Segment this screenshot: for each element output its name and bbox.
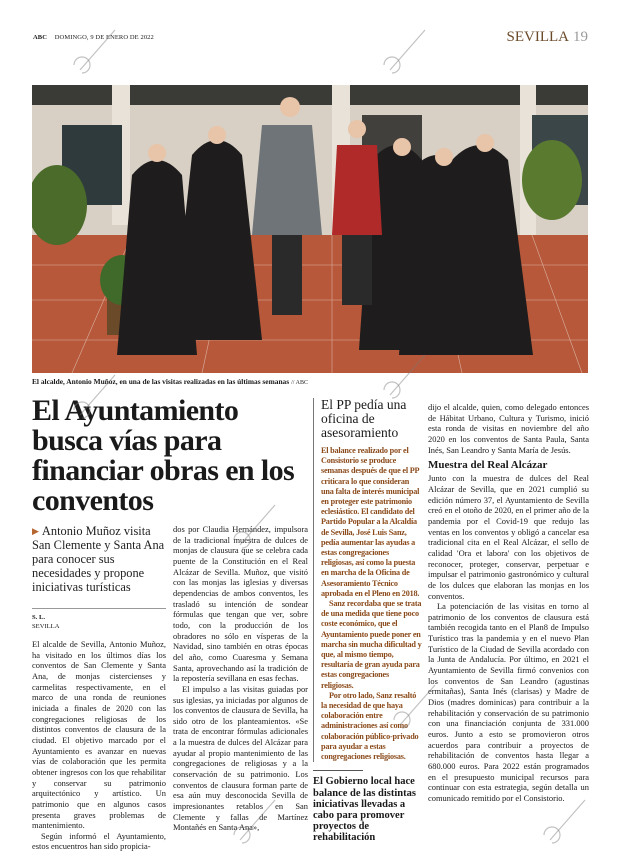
location: SEVILLA (32, 623, 60, 630)
paragraph: Según informó el Ayuntamiento, estos encuentros han sido propicia- (32, 830, 166, 852)
sidebar-area (313, 398, 423, 844)
summary-headline: El Gobierno local hace balance de las distintas iniciativas llevadas a cabo para promover proyectos de rehabilitación (313, 776, 416, 844)
main-article (32, 396, 308, 852)
photo-scene (32, 85, 588, 373)
headline: El Ayuntamiento busca vías para financiar obras en los conventos (32, 394, 295, 517)
section-subhead: Muestra del Real Alcázar (428, 459, 548, 472)
sidebar-paragraph: Sanz recordaba que se trata de una medida que tiene poco coste económico, que el Ayuntamiento puede poner en marcha sin mucha dificultad y que, al mismo tiempo, resultaría de gran ayuda para estas congregaciones religiosas. (321, 599, 422, 690)
paragraph: El impulso a las visitas guiadas por sus iglesias, ya iniciadas por algunos de los conventos de clausura de Sevilla, ha sido otro de los planteamientos. «Se trata de encontrar fórmulas adicionales a la muestra de dulces del Alcázar para ayudar al propio mantenimiento de las congregaciones de religiosas y a la conservación de su patrimonio. Los conventos de clausura forman parte de esa aún muy desconocida Sevilla de impresionantes retablos en San Clemente y fallas de Martínez Montañés en Santa Ana», (173, 683, 308, 833)
paragraph: La potenciación de las visitas en torno al patrimonio de los conventos de clausura está también recogida tanto en el Plan8 de Impulso Turístico tras la pandemia y en el nuevo Plan Turístico de la Ciudad de Sevilla acordado con la Junta de Andalucía. Por último, en 2021 el Ayuntamiento de Sevilla firmó convenios con los conventos de San Leandro (agustinas ermitañas), Santa Inés (clarisas) y Madre de Dios (madres dominicas) para contribuir a la rehabilitación y conservación de su patrimonio con una financiación conjunta de 331.000 euros. Junto a esto se promovieron otros acuerdos para contribuir a proyectos de rehabilitación de conventos hasta llegar a 680.000 euros. Para 2022 están programados en el presupuesto municipal recursos para continuar con esta estrategia, según detalla un comunicado remitido por el Consistorio. (428, 601, 589, 803)
page-header-right (507, 29, 589, 46)
author: S. L. (32, 614, 46, 621)
paragraph: dijo el alcalde, quien, como delegado entonces de Hábitat Urbano, Cultura y Turismo, inició esta ronda de visitas en noviembre del año 2020 en los conventos de Santa Paula, Santa Inés, San Leandro y Santa María de Jesús. (428, 402, 589, 455)
divider (32, 608, 166, 609)
subheadline-text: Antonio Muñoz visita San Clemente y Santa Ana para conocer sus necesidades y propone iniciativas turísticas (32, 524, 165, 594)
subheadline (32, 524, 166, 594)
article-photo (32, 85, 588, 373)
sidebar-paragraph: El balance realizado por el Consistorio se produce semanas después de que el PP criticara lo que consideran una falta de interés municipal en proteger este patrimonio eclesiástico. El candidato del Partido Popular a la Alcaldía de Sevilla, José Luis Sanz, pedía aumentar las ayudas a estas congregaciones religiosas, así como la puesta en marcha de la Oficina de Asesoramiento Técnico aprobada en el Pleno en 2018. (321, 446, 420, 598)
paragraph: Junto con la muestra de dulces del Real Alcázar de Sevilla, que en 2021 cumplió su edición número 37, el Ayuntamiento de Sevilla creó en el otoño de 2020, en el primer año de la pandemia por el Covid-19 que redujo las ventas en los conventos y obligó a cancelar esa tradicional cita en el Real Alcázar, el sello de calidad 'Ora et labora' con los objetivos de reconocer, proteger, conservar, perpetuar e impulsar el patrimonio gastronómico y cultural de los dulces que elaboran las monjas en los conventos. (428, 473, 589, 601)
sidebar-box (313, 398, 423, 762)
sidebar-title: El PP pedía una oficina de asesoramiento (321, 397, 407, 440)
paragraph: dos por Claudia Hernández, impulsora de la tradicional muestra de dulces de monjas de clausura que se celebra cada puente de la Constitución en el Real Alcázar de Sevilla. Muñoz, que visitó con las monjas las iglesias y diversas dependencias de ambos conventos, les trasladó su intención de sondear fórmulas que tengan que ver, sobre todo, con la producción de los obradores no sólo en vísperas de la Navidad, sino también en otras épocas del año, como Cuaresma y Semana Santa, aprovechando así la tradición de la repostería sevillana en esas fechas. (173, 524, 308, 684)
page-number: 19 (573, 29, 588, 45)
photo-caption (32, 377, 588, 386)
photo-credit: // ABC (291, 380, 308, 386)
divider (313, 770, 363, 771)
triangle-bullet-icon: ▶ (32, 526, 39, 536)
body-column-1 (32, 639, 166, 852)
body-column-2 (173, 524, 308, 833)
date: DOMINGO, 9 DE ENERO DE 2022 (54, 34, 154, 41)
brand: ABC (33, 34, 48, 41)
sidebar-paragraph: Por otro lado, Sanz resaltó la necesidad de que haya colaboración entre administraciones así como colaboración público-privado para ayudar a estas congregaciones religiosas. (321, 690, 419, 762)
section-name: SEVILLA (506, 29, 569, 45)
byline (32, 613, 166, 631)
caption-text: El alcalde, Antonio Muñoz, en una de las visitas realizadas en las últimas semanas (32, 377, 290, 386)
body-column-4 (428, 402, 589, 804)
paragraph: El alcalde de Sevilla, Antonio Muñoz, ha visitado en los últimos días los conventos de San Clemente y Santa Ana, de monjas cistercienses y carmelitas respectivamente, en el marco de una ronda de reuniones iniciada a finales de 2020 con las congregaciones religiosas de los distintos conventos de clausura de la ciudad. El objetivo marcado por el Ayuntamiento es avanzar en nuevas vías de colaboración que les permita obtener ingresos con los que rehabilitar y conservar su patrimonio arquitectónico y artístico. Un patrimonio que en algunos casos presenta graves problemas de mantenimiento. (32, 639, 166, 831)
page-header-left (33, 34, 160, 41)
